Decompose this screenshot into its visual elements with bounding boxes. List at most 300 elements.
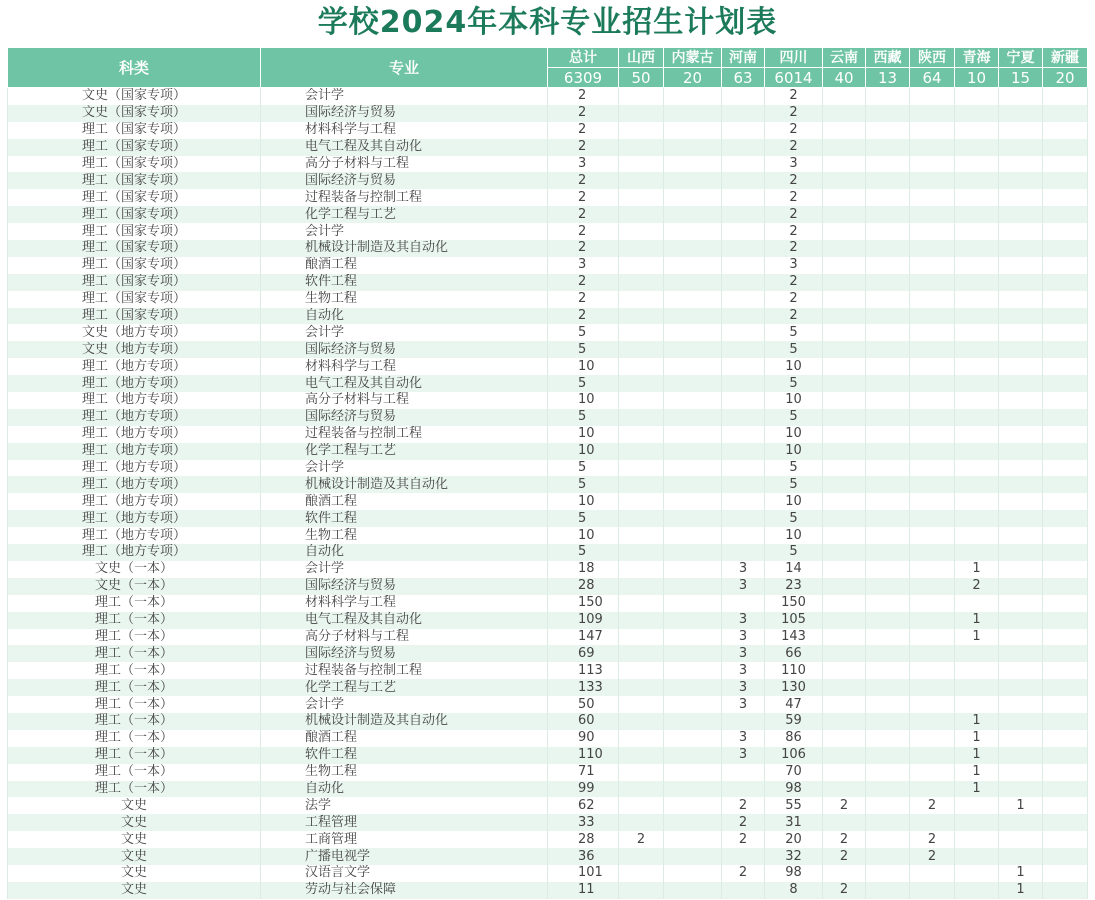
table-row (8, 865, 1088, 882)
major-cell: 自动化 (261, 308, 548, 325)
qinghai-cell (955, 443, 999, 460)
yunnan-cell (823, 88, 866, 105)
total-cell: 10 (548, 443, 619, 460)
yunnan-cell: 2 (823, 882, 866, 899)
major-cell: 国际经济与贸易 (261, 645, 548, 662)
qinghai-cell (955, 460, 999, 477)
qinghai-cell: 1 (955, 781, 999, 798)
qinghai-cell (955, 544, 999, 561)
header-province: 新疆 (1043, 48, 1088, 68)
header-total-count: 40 (823, 68, 866, 88)
major-cell: 过程装备与控制工程 (261, 189, 548, 206)
xizang-cell (866, 88, 910, 105)
xizang-cell (866, 257, 910, 274)
total-cell: 5 (548, 510, 619, 527)
qinghai-cell (955, 476, 999, 493)
shanxi-cell (619, 764, 664, 781)
neimenggu-cell (664, 865, 722, 882)
major-cell: 机械设计制造及其自动化 (261, 240, 548, 257)
category-cell: 理工（一本） (8, 730, 261, 747)
header-total-count: 20 (1043, 68, 1088, 88)
qinghai-cell (955, 308, 999, 325)
xizang-cell (866, 561, 910, 578)
yunnan-cell (823, 612, 866, 629)
shaanxi-cell (910, 189, 955, 206)
neimenggu-cell (664, 831, 722, 848)
category-cell: 理工（国家专项） (8, 139, 261, 156)
xinjiang-cell (1043, 662, 1088, 679)
table-row (8, 781, 1088, 798)
shaanxi-cell (910, 544, 955, 561)
neimenggu-cell (664, 206, 722, 223)
xizang-cell (866, 797, 910, 814)
xizang-cell (866, 324, 910, 341)
henan-cell: 3 (722, 561, 765, 578)
shanxi-cell (619, 595, 664, 612)
neimenggu-cell (664, 476, 722, 493)
henan-cell (722, 882, 765, 899)
sichuan-cell: 10 (765, 443, 823, 460)
qinghai-cell: 2 (955, 578, 999, 595)
sichuan-cell: 5 (765, 460, 823, 477)
table-row (8, 510, 1088, 527)
neimenggu-cell (664, 645, 722, 662)
sichuan-cell: 5 (765, 510, 823, 527)
henan-cell (722, 781, 765, 798)
ningxia-cell (999, 274, 1043, 291)
neimenggu-cell (664, 595, 722, 612)
qinghai-cell (955, 240, 999, 257)
shaanxi-cell: 2 (910, 848, 955, 865)
shanxi-cell (619, 629, 664, 646)
neimenggu-cell (664, 527, 722, 544)
henan-cell (722, 324, 765, 341)
xizang-cell (866, 341, 910, 358)
qinghai-cell (955, 797, 999, 814)
henan-cell (722, 88, 765, 105)
henan-cell (722, 358, 765, 375)
total-cell: 2 (548, 206, 619, 223)
total-cell: 113 (548, 662, 619, 679)
shanxi-cell (619, 324, 664, 341)
category-cell: 文史（地方专项） (8, 341, 261, 358)
shanxi-cell (619, 476, 664, 493)
qinghai-cell (955, 865, 999, 882)
yunnan-cell (823, 240, 866, 257)
neimenggu-cell (664, 291, 722, 308)
xinjiang-cell (1043, 730, 1088, 747)
header-province: 总计 (548, 48, 619, 68)
sichuan-cell: 98 (765, 865, 823, 882)
shaanxi-cell: 2 (910, 831, 955, 848)
total-cell: 60 (548, 713, 619, 730)
neimenggu-cell (664, 578, 722, 595)
table-row (8, 460, 1088, 477)
page-title: 学校2024年本科专业招生计划表 (317, 5, 778, 40)
total-cell: 71 (548, 764, 619, 781)
category-cell: 文史（地方专项） (8, 324, 261, 341)
xinjiang-cell (1043, 122, 1088, 139)
ningxia-cell (999, 662, 1043, 679)
shaanxi-cell (910, 629, 955, 646)
shanxi-cell (619, 392, 664, 409)
shaanxi-cell (910, 527, 955, 544)
category-cell: 理工（地方专项） (8, 460, 261, 477)
xizang-cell (866, 460, 910, 477)
qinghai-cell (955, 257, 999, 274)
ningxia-cell (999, 409, 1043, 426)
henan-cell: 2 (722, 814, 765, 831)
xinjiang-cell (1043, 764, 1088, 781)
yunnan-cell (823, 510, 866, 527)
sichuan-cell: 2 (765, 240, 823, 257)
xinjiang-cell (1043, 426, 1088, 443)
xinjiang-cell (1043, 156, 1088, 173)
category-cell: 文史 (8, 848, 261, 865)
yunnan-cell (823, 308, 866, 325)
qinghai-cell (955, 510, 999, 527)
major-cell: 生物工程 (261, 527, 548, 544)
henan-cell (722, 139, 765, 156)
xizang-cell (866, 764, 910, 781)
shaanxi-cell (910, 139, 955, 156)
qinghai-cell: 1 (955, 713, 999, 730)
neimenggu-cell (664, 308, 722, 325)
major-cell: 化学工程与工艺 (261, 679, 548, 696)
yunnan-cell (823, 662, 866, 679)
total-cell: 10 (548, 527, 619, 544)
total-cell: 2 (548, 172, 619, 189)
henan-cell: 2 (722, 831, 765, 848)
shaanxi-cell (910, 308, 955, 325)
neimenggu-cell (664, 612, 722, 629)
major-cell: 电气工程及其自动化 (261, 375, 548, 392)
yunnan-cell (823, 781, 866, 798)
yunnan-cell (823, 493, 866, 510)
category-cell: 理工（一本） (8, 595, 261, 612)
ningxia-cell (999, 443, 1043, 460)
sichuan-cell: 2 (765, 88, 823, 105)
xizang-cell (866, 139, 910, 156)
shaanxi-cell (910, 612, 955, 629)
major-cell: 高分子材料与工程 (261, 629, 548, 646)
ningxia-cell (999, 206, 1043, 223)
neimenggu-cell (664, 105, 722, 122)
major-cell: 化学工程与工艺 (261, 443, 548, 460)
table-row (8, 105, 1088, 122)
table-row (8, 240, 1088, 257)
major-cell: 国际经济与贸易 (261, 409, 548, 426)
shanxi-cell (619, 797, 664, 814)
category-cell: 理工（一本） (8, 781, 261, 798)
shaanxi-cell (910, 358, 955, 375)
yunnan-cell (823, 291, 866, 308)
ningxia-cell: 1 (999, 882, 1043, 899)
table-row (8, 443, 1088, 460)
xinjiang-cell (1043, 223, 1088, 240)
xizang-cell (866, 612, 910, 629)
ningxia-cell (999, 156, 1043, 173)
ningxia-cell (999, 781, 1043, 798)
total-cell: 10 (548, 493, 619, 510)
yunnan-cell (823, 189, 866, 206)
table-body (8, 88, 1088, 899)
qinghai-cell: 1 (955, 747, 999, 764)
neimenggu-cell (664, 882, 722, 899)
category-cell: 理工（地方专项） (8, 358, 261, 375)
neimenggu-cell (664, 257, 722, 274)
shanxi-cell: 2 (619, 831, 664, 848)
total-cell: 2 (548, 122, 619, 139)
sichuan-cell: 66 (765, 645, 823, 662)
yunnan-cell (823, 409, 866, 426)
shaanxi-cell (910, 747, 955, 764)
qinghai-cell: 1 (955, 764, 999, 781)
yunnan-cell (823, 730, 866, 747)
header-total-count: 15 (999, 68, 1043, 88)
table-row (8, 612, 1088, 629)
ningxia-cell (999, 510, 1043, 527)
xinjiang-cell (1043, 629, 1088, 646)
qinghai-cell (955, 105, 999, 122)
ningxia-cell (999, 848, 1043, 865)
total-cell: 10 (548, 358, 619, 375)
ningxia-cell (999, 341, 1043, 358)
total-cell: 5 (548, 476, 619, 493)
shanxi-cell (619, 308, 664, 325)
major-cell: 国际经济与贸易 (261, 172, 548, 189)
neimenggu-cell (664, 679, 722, 696)
sichuan-cell: 2 (765, 206, 823, 223)
table-row (8, 409, 1088, 426)
major-cell: 生物工程 (261, 291, 548, 308)
major-cell: 软件工程 (261, 747, 548, 764)
ningxia-cell (999, 544, 1043, 561)
shanxi-cell (619, 189, 664, 206)
header-total-count: 10 (955, 68, 999, 88)
sichuan-cell: 32 (765, 848, 823, 865)
table-row (8, 764, 1088, 781)
major-cell: 自动化 (261, 781, 548, 798)
table-row (8, 341, 1088, 358)
sichuan-cell: 150 (765, 595, 823, 612)
yunnan-cell (823, 392, 866, 409)
sichuan-cell: 10 (765, 392, 823, 409)
xinjiang-cell (1043, 392, 1088, 409)
qinghai-cell (955, 392, 999, 409)
xizang-cell (866, 493, 910, 510)
major-cell: 会计学 (261, 561, 548, 578)
category-cell: 文史（一本） (8, 578, 261, 595)
neimenggu-cell (664, 662, 722, 679)
category-cell: 文史 (8, 797, 261, 814)
ningxia-cell (999, 645, 1043, 662)
xinjiang-cell (1043, 645, 1088, 662)
category-cell: 文史（国家专项） (8, 88, 261, 105)
shaanxi-cell (910, 206, 955, 223)
table-row (8, 595, 1088, 612)
yunnan-cell (823, 865, 866, 882)
ningxia-cell (999, 392, 1043, 409)
shanxi-cell (619, 240, 664, 257)
xizang-cell (866, 476, 910, 493)
qinghai-cell (955, 595, 999, 612)
henan-cell (722, 156, 765, 173)
category-cell: 理工（一本） (8, 747, 261, 764)
header-province: 宁夏 (999, 48, 1043, 68)
major-cell: 自动化 (261, 544, 548, 561)
table-row (8, 223, 1088, 240)
major-cell: 过程装备与控制工程 (261, 426, 548, 443)
neimenggu-cell (664, 460, 722, 477)
table-row (8, 139, 1088, 156)
xinjiang-cell (1043, 375, 1088, 392)
yunnan-cell (823, 561, 866, 578)
ningxia-cell (999, 612, 1043, 629)
table-row (8, 561, 1088, 578)
category-cell: 理工（国家专项） (8, 257, 261, 274)
xinjiang-cell (1043, 781, 1088, 798)
category-cell: 理工（地方专项） (8, 375, 261, 392)
total-cell: 28 (548, 578, 619, 595)
sichuan-cell: 5 (765, 476, 823, 493)
total-cell: 110 (548, 747, 619, 764)
sichuan-cell: 2 (765, 189, 823, 206)
xizang-cell (866, 409, 910, 426)
sichuan-cell: 47 (765, 696, 823, 713)
shanxi-cell (619, 578, 664, 595)
category-cell: 理工（国家专项） (8, 291, 261, 308)
category-cell: 文史 (8, 814, 261, 831)
shaanxi-cell (910, 476, 955, 493)
ningxia-cell (999, 172, 1043, 189)
shaanxi-cell (910, 156, 955, 173)
major-cell: 国际经济与贸易 (261, 105, 548, 122)
neimenggu-cell (664, 747, 722, 764)
table-row (8, 679, 1088, 696)
henan-cell (722, 105, 765, 122)
major-cell: 材料科学与工程 (261, 595, 548, 612)
shaanxi-cell (910, 409, 955, 426)
yunnan-cell (823, 747, 866, 764)
henan-cell: 3 (722, 578, 765, 595)
ningxia-cell (999, 629, 1043, 646)
category-cell: 理工（国家专项） (8, 223, 261, 240)
shanxi-cell (619, 291, 664, 308)
category-cell: 理工（一本） (8, 679, 261, 696)
qinghai-cell (955, 696, 999, 713)
xinjiang-cell (1043, 848, 1088, 865)
shanxi-cell (619, 375, 664, 392)
table-row (8, 831, 1088, 848)
sichuan-cell: 23 (765, 578, 823, 595)
total-cell: 10 (548, 426, 619, 443)
table-row (8, 291, 1088, 308)
total-cell: 62 (548, 797, 619, 814)
table-row (8, 358, 1088, 375)
yunnan-cell (823, 375, 866, 392)
category-cell: 理工（地方专项） (8, 527, 261, 544)
yunnan-cell (823, 460, 866, 477)
sichuan-cell: 5 (765, 375, 823, 392)
xizang-cell (866, 781, 910, 798)
major-cell: 劳动与社会保障 (261, 882, 548, 899)
xinjiang-cell (1043, 257, 1088, 274)
xinjiang-cell (1043, 139, 1088, 156)
category-cell: 理工（地方专项） (8, 476, 261, 493)
shaanxi-cell (910, 443, 955, 460)
henan-cell (722, 341, 765, 358)
xinjiang-cell (1043, 240, 1088, 257)
shanxi-cell (619, 544, 664, 561)
ningxia-cell (999, 764, 1043, 781)
shanxi-cell (619, 156, 664, 173)
neimenggu-cell (664, 409, 722, 426)
total-cell: 5 (548, 375, 619, 392)
neimenggu-cell (664, 139, 722, 156)
xizang-cell (866, 308, 910, 325)
header-total-count: 13 (866, 68, 910, 88)
ningxia-cell (999, 713, 1043, 730)
sichuan-cell: 5 (765, 341, 823, 358)
total-cell: 28 (548, 831, 619, 848)
total-cell: 36 (548, 848, 619, 865)
xinjiang-cell (1043, 865, 1088, 882)
table-row (8, 747, 1088, 764)
xizang-cell (866, 882, 910, 899)
yunnan-cell (823, 578, 866, 595)
shanxi-cell (619, 493, 664, 510)
category-cell: 理工（一本） (8, 696, 261, 713)
category-cell: 文史（国家专项） (8, 105, 261, 122)
major-cell: 化学工程与工艺 (261, 206, 548, 223)
shanxi-cell (619, 510, 664, 527)
shanxi-cell (619, 679, 664, 696)
ningxia-cell (999, 527, 1043, 544)
sichuan-cell: 98 (765, 781, 823, 798)
shanxi-cell (619, 257, 664, 274)
header-total-count: 6014 (765, 68, 823, 88)
xizang-cell (866, 747, 910, 764)
xinjiang-cell (1043, 713, 1088, 730)
xinjiang-cell (1043, 291, 1088, 308)
shaanxi-cell (910, 578, 955, 595)
category-cell: 理工（国家专项） (8, 308, 261, 325)
henan-cell (722, 122, 765, 139)
sichuan-cell: 14 (765, 561, 823, 578)
shaanxi-cell (910, 257, 955, 274)
sichuan-cell: 5 (765, 544, 823, 561)
xizang-cell (866, 274, 910, 291)
total-cell: 5 (548, 324, 619, 341)
henan-cell (722, 460, 765, 477)
shanxi-cell (619, 358, 664, 375)
qinghai-cell (955, 409, 999, 426)
henan-cell (722, 375, 765, 392)
total-cell: 11 (548, 882, 619, 899)
sichuan-cell: 2 (765, 291, 823, 308)
table-row (8, 156, 1088, 173)
qinghai-cell (955, 88, 999, 105)
shanxi-cell (619, 206, 664, 223)
total-cell: 18 (548, 561, 619, 578)
xinjiang-cell (1043, 696, 1088, 713)
xinjiang-cell (1043, 476, 1088, 493)
shaanxi-cell (910, 882, 955, 899)
total-cell: 10 (548, 392, 619, 409)
yunnan-cell (823, 527, 866, 544)
neimenggu-cell (664, 240, 722, 257)
